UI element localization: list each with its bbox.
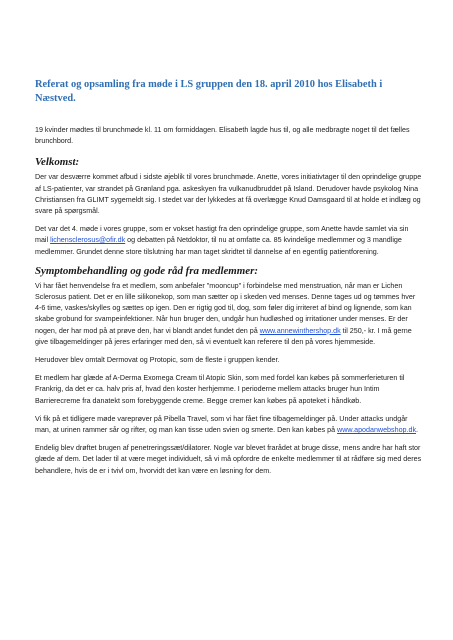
section-heading-symptombehandling: Symptombehandling og gode råd fra medlemmer: [35, 264, 258, 277]
symptom-paragraph-4 [35, 414, 423, 436]
annewinthershop-link[interactable]: www.annewinthershop.dk [259, 326, 341, 335]
apodanwebshop-link[interactable]: www.apodanwebshop.dk [337, 426, 417, 435]
section-heading-velkomst: Velkomst: [35, 156, 80, 169]
symptom-paragraph-1 [35, 281, 423, 348]
symptom-p1-text-after: til 250,- kr. I må gerne give tilbagemeldinger på jeres erfaringer med den, så vi eventuelt kan referere til den på vores hjemmeside. [35, 326, 412, 346]
symptom-paragraph-5: Endelig blev drøftet brugen af penetreringssæt/dilatorer. Nogle var blevet frarådet at bruge disse, mens andre har haft stor glæde af dem. Det lader til at være meget individuelt, så vi må opfordre de enkelte medlemmer til at rådføre sig med deres behandlere, hvis de er i tvivl om, hvorvidt det kan være en løsning for dem. [35, 444, 422, 475]
symptom-paragraph-3: Et medlem har glæde af A-Derma Exomega Cream til Atopic Skin, som med fordel kan købes på sommerferieturen til Frankrig, da det er ca. halv pris af, hvad den koster herhjemme. I perioderne mellem attacks bruger hun Intim Barrierecreme fra danatekt som forebyggende creme. Begge cremer kan købes på apoteket i håndkøb. [35, 374, 405, 405]
email-link[interactable]: lichensclerosus@ofir.dk [50, 236, 126, 245]
velkomst-paragraph-2 [35, 224, 423, 258]
velkomst-p2-text-after: og debatten på Netdoktor, til nu at omfatte ca. 85 kvindelige medlemmer og 3 mandlige medlemmer. Grundet denne store tilslutning har man taget skridtet til dannelse af en egentlig patientforening. [35, 236, 402, 256]
velkomst-paragraph-1: Der var desværre kommet afbud i sidste øjeblik til vores brunchmøde. Anette, vores initiativtager til den oprindelige gruppe af LS-patienter, var strandet på Grønland pga. askeskyen fra vulkanudbruddet på Island. Derudover havde psykolog Nina Christiansen fra GLIMT sygemeldt sig. I stedet var der lykkedes at få overlægge Knud Damsgaard til at holde et indlæg og svare på spørgsmål. [35, 173, 422, 216]
document-title: Referat og opsamling fra møde i LS gruppen den 18. april 2010 hos Elisabeth i Næstved. [35, 79, 383, 104]
symptom-p4-text-before: Vi fik på et tidligere møde vareprøver på Pibella Travel, som vi har fået fine tilbagemeldinger på. Under attacks undgår man, at urinen rammer sår og rifter, og man kan tisse uden svien og smerte. Den kan købes på [35, 414, 408, 435]
symptom-p4-text-after: . [416, 426, 419, 435]
velkomst-p2-text-before: Det var det 4. møde i vores gruppe, som er vokset hastigt fra den oprindelige gruppe, som Anette havde samlet via sin mail [35, 225, 409, 245]
intro-paragraph: 19 kvinder mødtes til brunchmøde kl. 11 om formiddagen. Elisabeth lagde hus til, og alle medbragte noget til det fælles brunchbord. [35, 126, 410, 146]
symptom-p1-text-before: Vi har fået henvendelse fra et medlem, som anbefaler "mooncup" i forbindelse med menstruation, når man er Lichen Sclerosus patient. Det er en lille silikonekop, som man sætter op i skeden ved menses. Denne tages ud og tømmes hver 4-6 time, vaskes/skylles og sættes op igen. Den er rigtig god til, dog, som føler dig irriteret af bind og lignende, som kan skabe grobund for svampeinfektioner. Når hun bruger den, undgår hun hudløshed og irritationer under menses. Er der nogen, der har mod på at prøve den, har vi blandt andet fundet den på [35, 281, 416, 335]
document-body [35, 78, 423, 484]
symptom-paragraph-2: Herudover blev omtalt Dermovat og Protopic, som de fleste i gruppen kender. [35, 356, 280, 365]
